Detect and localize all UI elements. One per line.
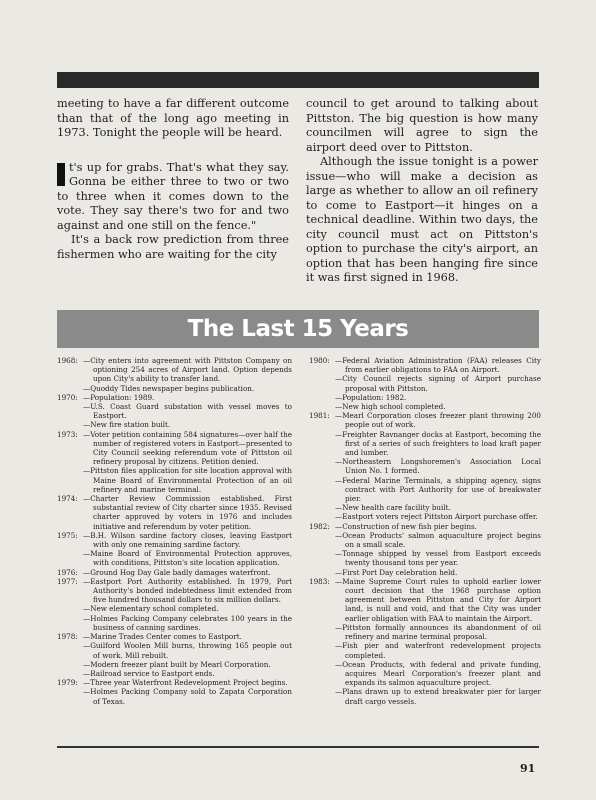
timeline-entry: —Freighter Ravnanger docks at Eastport, becoming the first of a series of such freighters to load kraft paper and lumber. <box>335 429 541 458</box>
top-rule-bar <box>57 72 539 88</box>
timeline-entry: —Population: 1989. <box>83 392 155 402</box>
timeline-year-block <box>57 494 292 531</box>
timeline-entry: —New health care facility built. <box>335 503 451 513</box>
timeline-entry: —B.H. Wilson sardine factory closes, leaving Eastport with only one remaining sardine factory. <box>83 530 292 550</box>
timeline-column-right <box>309 356 541 706</box>
pull-quote-text: t's up for grabs. That's what they say. Gonna be either three to two or two to three when it comes down to the vote. They say there's two for and two against and one still on the fence." <box>57 160 289 232</box>
timeline-year: 1973: <box>57 429 78 439</box>
banner-title: The Last 15 Years <box>187 316 409 342</box>
timeline-entry: —U.S. Coast Guard substation with vessel moves to Eastport. <box>83 402 292 421</box>
timeline-entry: —Eastport Port Authority established. In 1979, Port Authority's bonded indebtedness limit extended from five hundred thousand dollars to six million dollars. <box>83 576 292 605</box>
article-paragraph: meeting to have a far different outcome than that of the long ago meeting in 1973. Tonight the people will be heard. <box>57 97 289 139</box>
timeline-year: 1982: <box>309 521 330 531</box>
timeline-entry: —Construction of new fish pier begins. <box>335 521 477 531</box>
timeline-year-block <box>57 356 292 393</box>
article-column-right <box>306 97 538 286</box>
timeline-entry: —Fish pier and waterfront redevelopment projects completed. <box>335 641 541 660</box>
timeline-entry: —City enters into agreement with Pittston Company on optioning 254 acres of Airport land. Option depends upon City's ability to transfer land. <box>83 356 292 384</box>
timeline-entry: —Ocean Products' salmon aquaculture project begins on a small scale. <box>335 530 541 550</box>
timeline-entry: —Guilford Woolen Mill burns, throwing 165 people out of work. Mill rebuilt. <box>83 641 292 660</box>
timeline-year-block <box>57 632 292 678</box>
article-paragraph: Although the issue tonight is a power issue—who will make a decision as large as whether to allow an oil refinery to come to Eastport—it hinges on a technical deadline. Within two days, the city council must act on Pittston's option to purchase the city's airport, an option that has been hanging fire since it was first signed in 1968. <box>306 155 538 284</box>
page-number: 91 <box>520 762 536 775</box>
timeline-year-block <box>57 568 292 577</box>
timeline-entry: —Ground Hog Day Gale badly damages waterfront. <box>83 567 271 577</box>
timeline-year-block <box>309 356 541 411</box>
timeline-entry: —Holmes Packing Company sold to Zapata Corporation of Texas. <box>83 687 292 706</box>
timeline-entry: —Maine Board of Environmental Protection approves, with conditions, Pittston's site location application. <box>83 549 292 568</box>
timeline-entry: —First Port Day celebration held. <box>335 567 458 577</box>
timeline-year: 1976: <box>57 567 78 577</box>
timeline-year-block <box>57 531 292 568</box>
article-paragraph: It's a back row prediction from three fishermen who are waiting for the city <box>57 233 289 261</box>
timeline-entry: —Eastport voters reject Pittston Airport purchase offer. <box>335 512 538 522</box>
timeline-year-block <box>57 430 292 494</box>
timeline-entry: —Ocean Products, with federal and private funding, acquires Mearl Corporation's freezer plant and expands its salmon aquaculture project. <box>335 659 541 688</box>
timeline-year-block <box>57 678 292 706</box>
timeline-entry: —Railroad service to Eastport ends. <box>83 668 215 678</box>
drop-cap-i-icon <box>57 163 65 186</box>
article-paragraph: council to get around to talking about Pittston. The big question is how many councilmen will agree to sign the airport deed over to Pittston. <box>306 97 538 154</box>
bottom-rule <box>57 746 539 748</box>
timeline-year-block <box>57 577 292 632</box>
timeline-entry: —Quoddy Tides newspaper begins publication. <box>83 383 255 393</box>
timeline-year: 1978: <box>57 632 78 642</box>
timeline-year-block <box>309 577 541 706</box>
timeline-year: 1968: <box>57 356 78 365</box>
section-banner <box>57 310 539 348</box>
pull-quote <box>57 161 289 234</box>
timeline-year: 1981: <box>309 411 330 421</box>
timeline-entry: —Federal Aviation Administration (FAA) releases City from earlier obligations to FAA on Airport. <box>335 356 541 375</box>
timeline-year-block <box>57 393 292 430</box>
timeline-entry: —Marine Trades Center comes to Eastport. <box>83 632 242 642</box>
article-column-left <box>57 97 289 262</box>
timeline-entry: —Pittston formally announces its abandonment of oil refinery and marine terminal proposal. <box>335 622 541 642</box>
timeline-entry: —Charter Review Commission established. First substantial review of City charter since 1935. Revised charter approved by voters in 1976 and includes initiative and referendum by voter petition. <box>83 494 292 531</box>
timeline-entry: —Federal Marine Terminals, a shipping agency, signs contract with Port Authority for use of breakwater pier. <box>335 475 541 504</box>
timeline-year: 1975: <box>57 530 78 540</box>
timeline-entry: —Plans drawn up to extend breakwater pier for larger draft cargo vessels. <box>335 687 541 706</box>
timeline-year: 1977: <box>57 576 78 586</box>
timeline-year: 1974: <box>57 494 78 504</box>
timeline-entry: —New high school completed. <box>335 402 446 412</box>
timeline-entry: —Three year Waterfront Redevelopment Project begins. <box>83 678 288 688</box>
timeline-entry: —Modern freezer plant built by Mearl Corporation. <box>83 659 271 669</box>
timeline-year: 1979: <box>57 678 78 688</box>
timeline-entry: —New fire station built. <box>83 420 171 430</box>
timeline-entry: —Tonnage shipped by vessel from Eastport exceeds twenty thousand tons per year. <box>335 549 541 568</box>
timeline-entry: —City Council rejects signing of Airport purchase proposal with Pittston. <box>335 374 541 393</box>
timeline-column-left <box>57 356 292 706</box>
timeline-year: 1983: <box>309 576 330 586</box>
timeline-entry: —New elementary school completed. <box>83 604 219 614</box>
timeline-entry: —Pittston files application for site location approval with Maine Board of Environmental Protection of an oil refinery and marine terminal. <box>83 466 292 494</box>
timeline-entry: —Mearl Corporation closes freezer plant throwing 200 people out of work. <box>335 411 541 430</box>
timeline-entry: —Holmes Packing Company celebrates 100 years in the business of canning sardines. <box>83 613 292 632</box>
timeline-entry: —Voter petition containing 584 signatures—over half the number of registered voters in Eastport—presented to City Council seeking referendum vote of Pittston oil refinery proposal by citizens. Petition denied. <box>83 429 292 467</box>
timeline-year-block <box>309 522 541 577</box>
timeline-year-block <box>309 411 541 521</box>
timeline-year: 1980: <box>309 356 330 365</box>
timeline-entry: —Population: 1982. <box>335 392 407 402</box>
timeline-entry: —Maine Supreme Court rules to uphold earlier lower court decision that the 1968 purchase option agreement between Pittston and City for Airport land, is null and void, and that the City was under earlier obligation with FAA to maintain the Airport. <box>335 576 541 623</box>
timeline-entry: —Northeastern Longshoremen's Association Local Union No. 1 formed. <box>335 457 541 476</box>
timeline-year: 1970: <box>57 392 78 402</box>
